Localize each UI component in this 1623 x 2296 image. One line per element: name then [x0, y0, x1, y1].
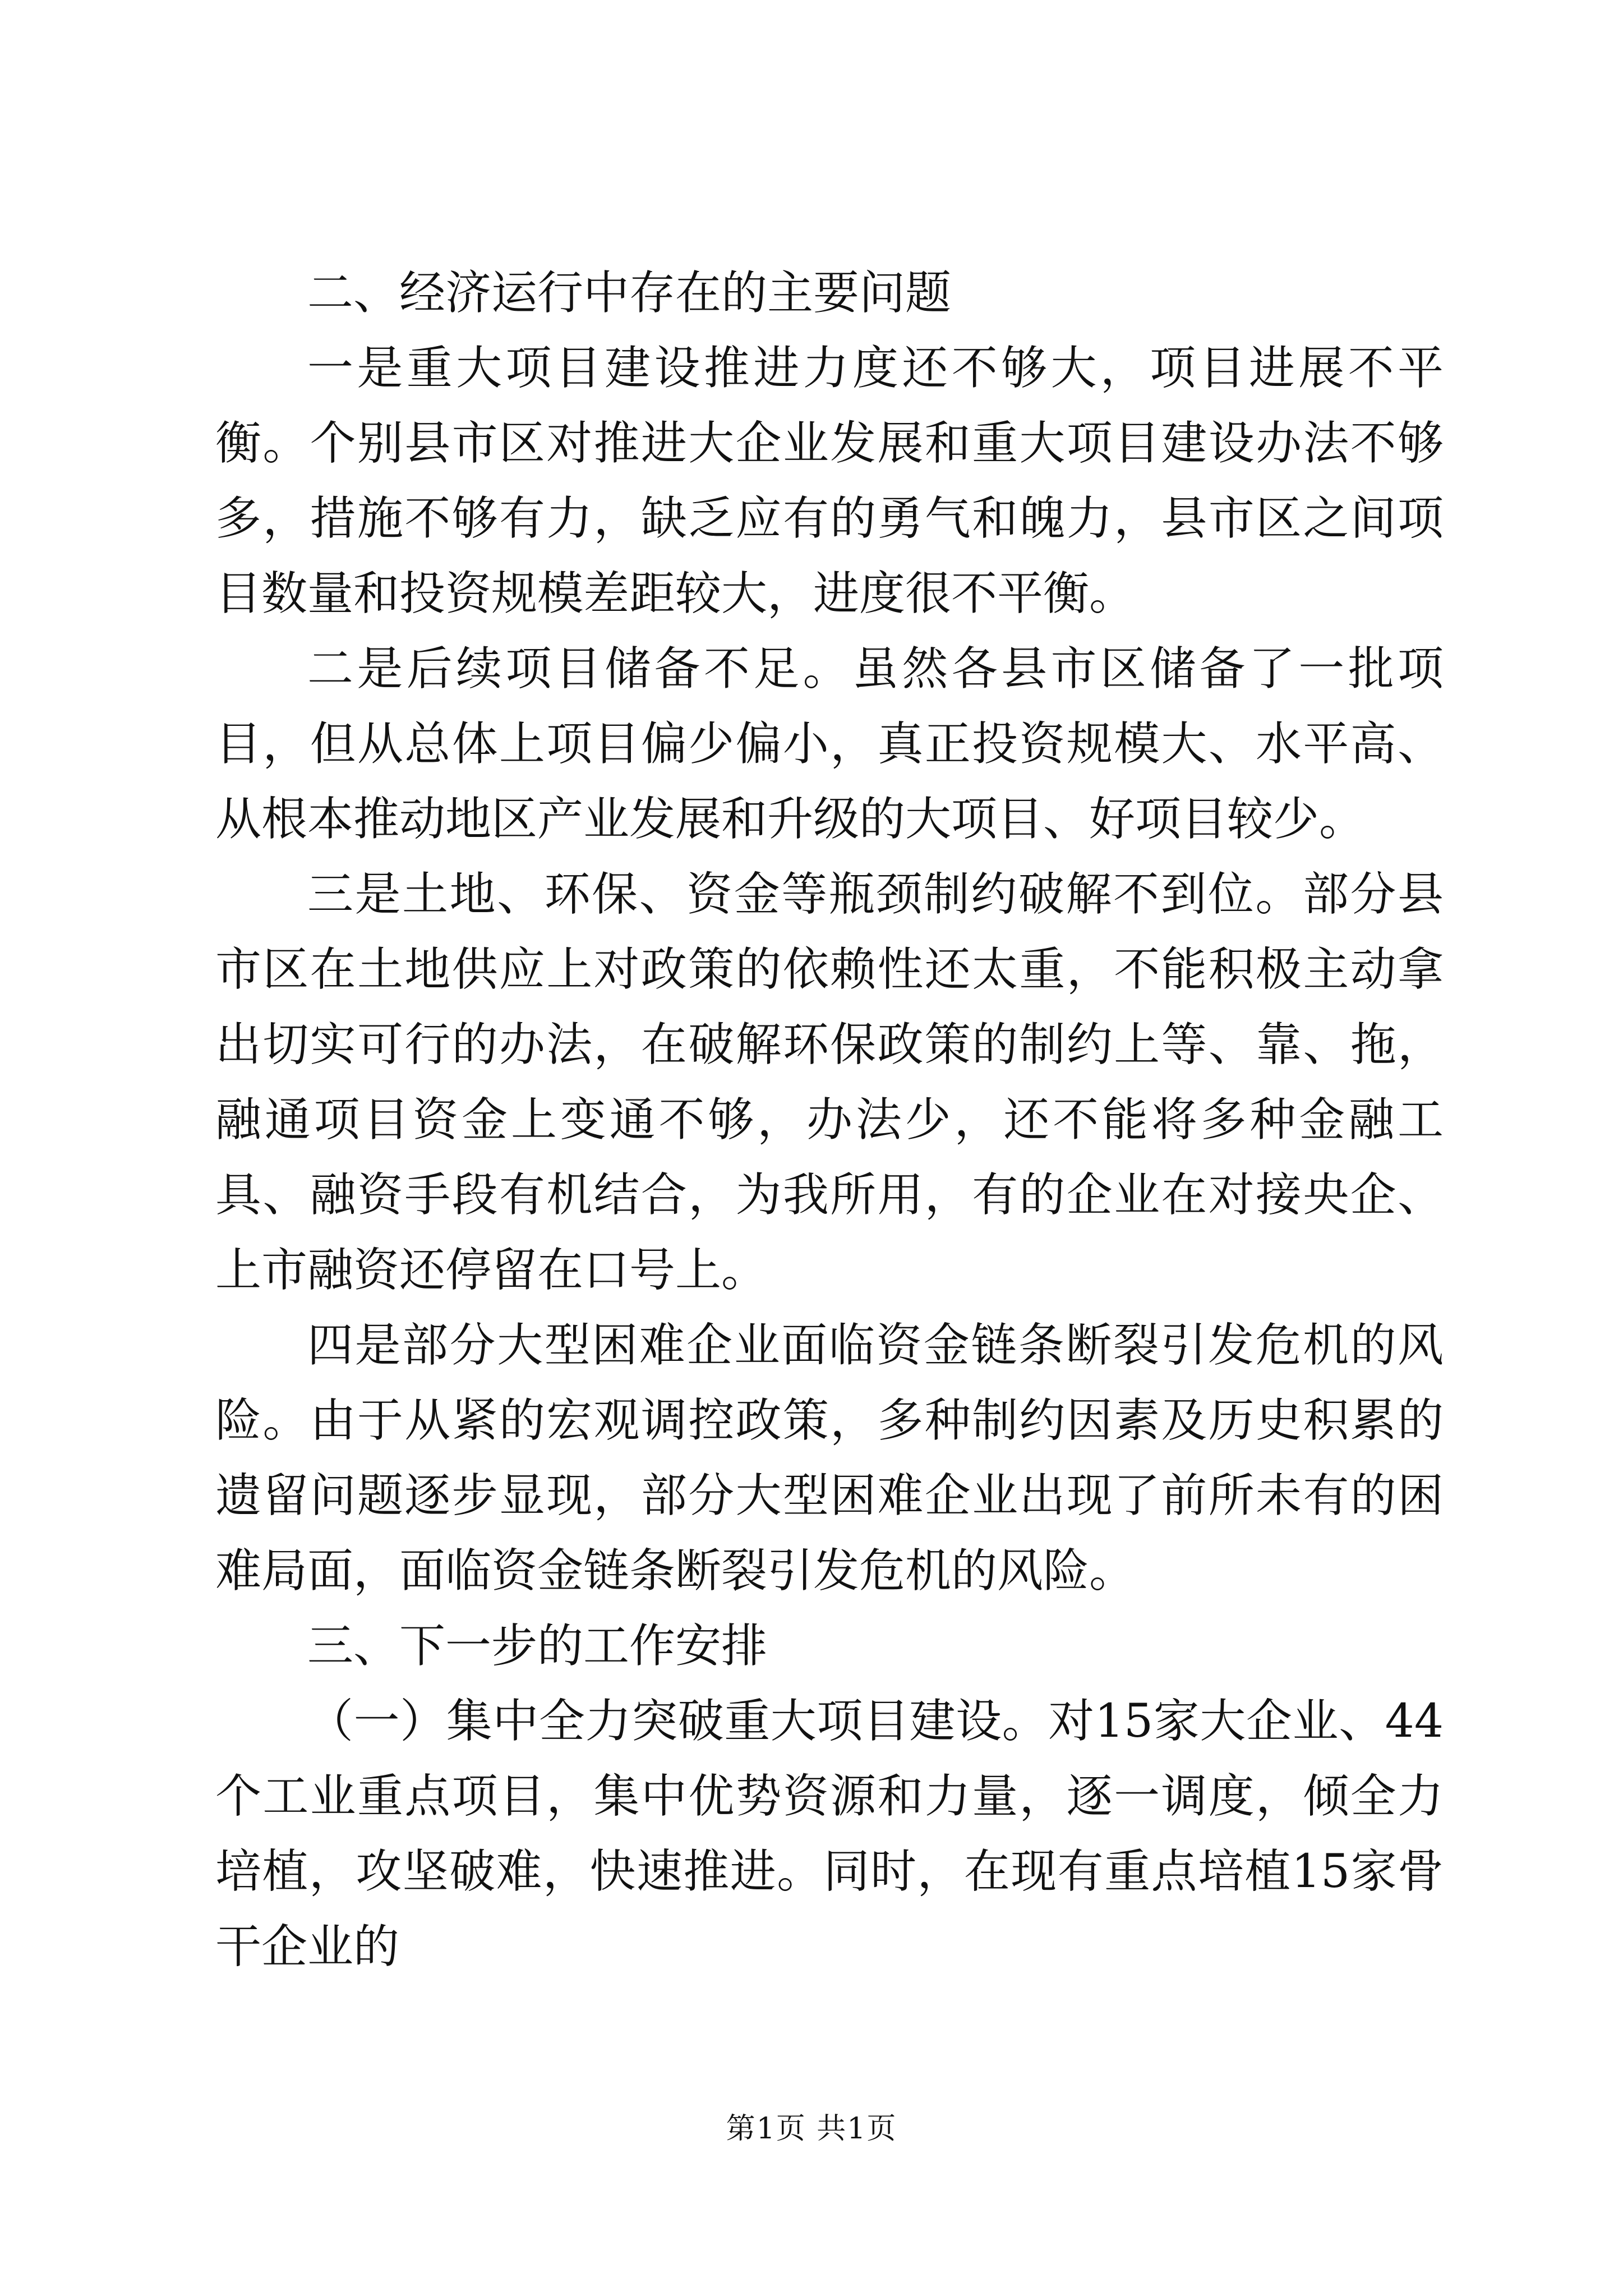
- paragraph-problem-3: 三是土地、环保、资金等瓶颈制约破解不到位。部分县市区在土地供应上对政策的依赖性还太重，不能积极主动拿出切实可行的办法，在破解环保政策的制约上等、靠、拖，融通项目资金上变通不够，办法少，还不能将多种金融工具、融资手段有机结合，为我所用，有的企业在对接央企、上市融资还停留在口号上。: [215, 868, 1444, 1297]
- paragraph-problem-1: 一是重大项目建设推进力度还不够大，项目进展不平衡。个别县市区对推进大企业发展和重大项目建设办法不够多，措施不够有力，缺乏应有的勇气和魄力，县市区之间项目数量和投资规模差距较大，进度很不平衡。: [215, 342, 1444, 620]
- paragraph-problem-2: 二是后续项目储备不足。虽然各县市区储备了一批项目，但从总体上项目偏少偏小，真正投资规模大、水平高、从根本推动地区产业发展和升级的大项目、好项目较少。: [215, 642, 1444, 846]
- page-footer: 第1页 共1页: [726, 2112, 897, 2146]
- paragraph-next-step-1: （一）集中全力突破重大项目建设。对15家大企业、44个工业重点项目，集中优势资源和力量，逐一调度，倾全力培植，攻坚破难，快速推进。同时，在现有重点培植15家骨干企业的: [215, 1695, 1444, 1973]
- document-body: [215, 256, 1444, 1985]
- paragraph-problem-4: 四是部分大型困难企业面临资金链条断裂引发危机的风险。由于从紧的宏观调控政策，多种制约因素及历史积累的遗留问题逐步显现，部分大型困难企业出现了前所未有的困难局面，面临资金链条断裂引发危机的风险。: [215, 1319, 1444, 1598]
- section-heading-next-steps: 三、下一步的工作安排: [307, 1619, 768, 1673]
- section-heading-problems: 二、经济运行中存在的主要问题: [307, 266, 952, 320]
